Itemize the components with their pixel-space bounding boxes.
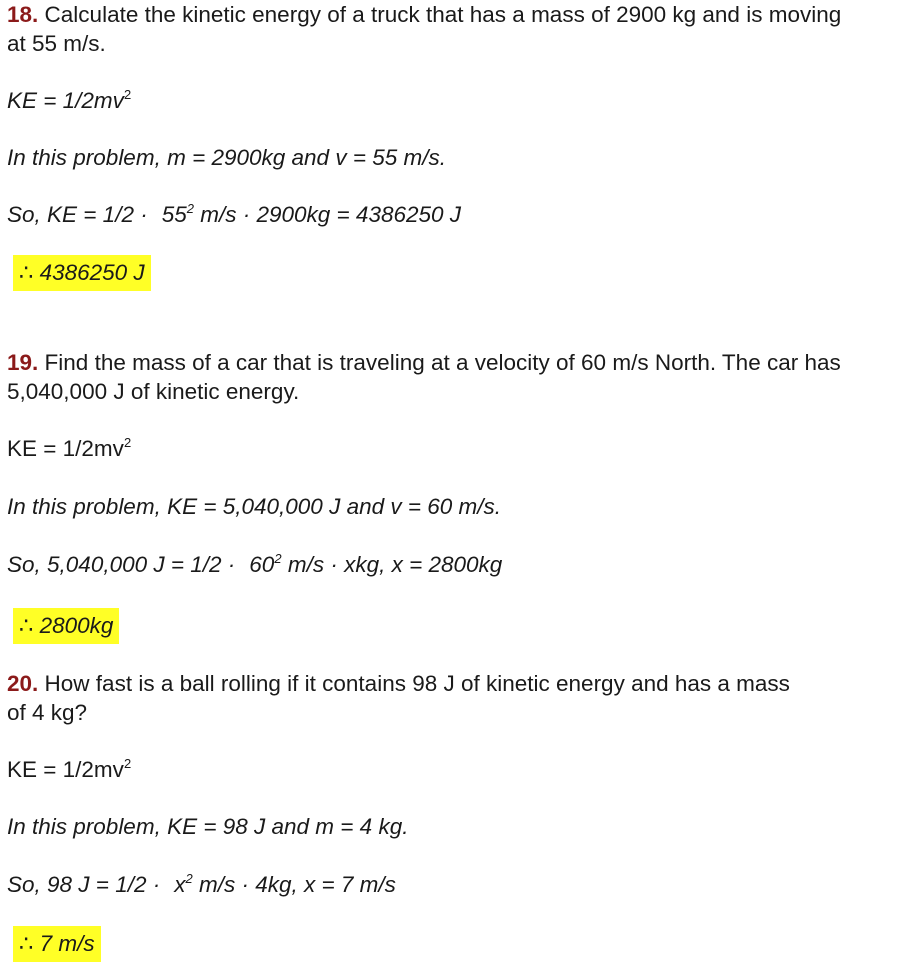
kinetic-energy-formula: [7, 755, 131, 785]
solution-part-b: 55: [161, 202, 187, 227]
answer-highlight: ∴ 7 m/s: [13, 926, 101, 962]
question-text: How fast is a ball rolling if it contains 98 J of kinetic energy and has a mass: [44, 671, 790, 696]
question-text: Calculate the kinetic energy of a truck that has a mass of 2900 kg and is moving: [44, 2, 842, 27]
formula-exponent: 2: [123, 755, 132, 771]
problem-number: 19.: [7, 350, 39, 375]
given-values: In this problem, KE = 98 J and m = 4 kg.: [7, 814, 409, 839]
solution-line: [7, 550, 502, 580]
question-text-continued: of 4 kg?: [7, 700, 88, 725]
answer-highlight: ∴ 2800kg: [13, 608, 119, 644]
solution-part-a: So, 98 J = 1/2 ·: [7, 872, 161, 897]
solution-exponent: 2: [185, 870, 193, 886]
solution-part-b: x: [174, 872, 186, 897]
problem-20-question: [7, 669, 790, 699]
problem-number: 18.: [7, 2, 39, 27]
given-values: In this problem, m = 2900kg and v = 55 m/s.: [7, 145, 446, 170]
solution-part-c: m/s · 2900kg = 4386250 J: [200, 202, 462, 227]
formula-text: KE = 1/2mv: [7, 88, 124, 113]
question-text: Find the mass of a car that is traveling at a velocity of 60 m/s North. The car has: [44, 350, 841, 375]
formula-exponent: 2: [123, 434, 132, 450]
problem-number: 20.: [7, 671, 39, 696]
solution-part-c: m/s · xkg, x = 2800kg: [287, 552, 503, 577]
answer-highlight: ∴ 4386250 J: [13, 255, 151, 291]
solution-part-a: So, KE = 1/2 ·: [7, 202, 148, 227]
problem-18-question: [7, 0, 841, 30]
given-values: In this problem, KE = 5,040,000 J and v = 60 m/s.: [7, 494, 502, 519]
solution-exponent: 2: [274, 550, 282, 566]
problem-19-question: [7, 348, 841, 378]
question-text-continued: at 55 m/s.: [7, 31, 106, 56]
formula-text: KE = 1/2mv: [7, 757, 124, 782]
kinetic-energy-formula: [7, 86, 131, 116]
solution-part-c: m/s · 4kg, x = 7 m/s: [198, 872, 396, 897]
solution-line: [7, 200, 461, 230]
kinetic-energy-formula: [7, 434, 131, 464]
question-text-continued: 5,040,000 J of kinetic energy.: [7, 379, 300, 404]
formula-text: KE = 1/2mv: [7, 436, 124, 461]
formula-exponent: 2: [123, 86, 132, 102]
solution-part-a: So, 5,040,000 J = 1/2 ·: [7, 552, 236, 577]
solution-line: [7, 870, 396, 900]
solution-part-b: 60: [249, 552, 275, 577]
solution-exponent: 2: [186, 200, 194, 216]
